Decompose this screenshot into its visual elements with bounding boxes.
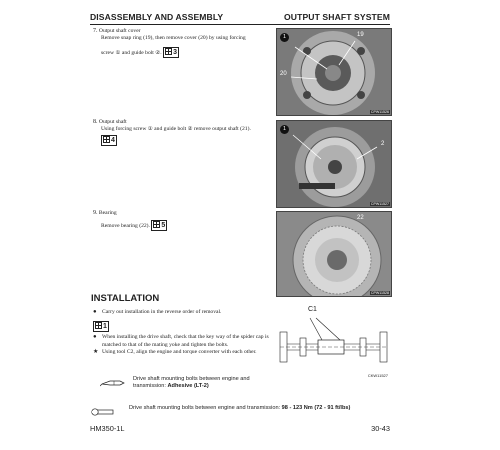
photo-illustration (277, 29, 391, 115)
photo-code: CPW11528 (370, 291, 389, 295)
torque-value: 98 - 123 Nm (72 - 91 ft/lbs) (281, 405, 351, 411)
diagram-illustration (276, 304, 390, 382)
photo-marker: 1 (280, 125, 289, 134)
figure-ref: 4 (101, 135, 117, 146)
figure-ref: 3 (163, 47, 179, 58)
installation-item: Using tool C2, align the engine and torque converter with each other. (102, 349, 257, 356)
photo-marker: 2 (381, 141, 385, 147)
header-rule (90, 24, 390, 25)
bullet-icon: ● (93, 309, 97, 315)
adhesive-note (133, 376, 250, 390)
bullet-icon: ● (93, 334, 97, 341)
torque-label: Drive shaft mounting bolts between engine and transmission: (129, 405, 282, 411)
star-icon: ★ (93, 349, 99, 356)
photo-output-shaft (276, 120, 392, 208)
diagram-code: CKW11527 (367, 373, 388, 378)
step-title: Output shaft cover (98, 28, 141, 34)
adhesive-note-label: transmission: (133, 383, 168, 389)
page-number: 30-43 (371, 424, 390, 433)
step-line: Using forcing screw ① and guide bolt ② remove output shaft (21). (101, 126, 251, 133)
step-number: 7. (93, 28, 98, 34)
step-title: Output shaft (98, 119, 127, 125)
step-number: 9. (93, 210, 98, 216)
photo-marker: 22 (357, 215, 364, 221)
figure-ref: 1 (93, 321, 109, 332)
photo-marker: 19 (357, 32, 364, 38)
adhesive-value: Adhesive (LT-2) (167, 383, 209, 389)
figure-ref: 5 (151, 220, 167, 231)
photo-illustration (277, 121, 391, 207)
alignment-tool-diagram (276, 304, 390, 382)
step-title: Bearing (98, 210, 117, 216)
step-line: screw ① and guide bolt ②. (101, 49, 162, 56)
installation-list (93, 309, 273, 357)
wrench-icon (91, 404, 115, 414)
adhesive-note-line: Drive shaft mounting bolts between engine and (133, 376, 250, 382)
step-number: 8. (93, 119, 98, 125)
installation-item: Carry out installation in the reverse order of removal. (102, 309, 222, 315)
torque-note (129, 405, 350, 412)
step-line: Remove bearing (22). (101, 223, 150, 230)
photo-output-shaft-cover (276, 28, 392, 116)
installation-item: When installing the drive shaft, check that the key way of the spider cap is matched to that of the mating yoke and tighten the bolts. (102, 334, 269, 348)
ref-icon (103, 136, 110, 143)
photo-code: CPW11527 (370, 202, 389, 206)
subsection-title: OUTPUT SHAFT SYSTEM (284, 12, 390, 22)
ref-icon (153, 221, 160, 228)
ref-icon (165, 48, 172, 55)
photo-marker: 20 (280, 71, 287, 77)
step-line: Remove snap ring (19), then remove cover (20) by using forcing (101, 35, 246, 42)
photo-marker: 1 (280, 33, 289, 42)
footer-model: HM350-1L (90, 424, 125, 433)
ref-icon (95, 322, 102, 329)
photo-illustration (277, 212, 391, 296)
diagram-label: C1 (308, 306, 317, 313)
section-title: DISASSEMBLY AND ASSEMBLY (90, 12, 224, 22)
photo-bearing (276, 211, 392, 297)
step-9 (93, 210, 273, 231)
step-7 (93, 28, 273, 58)
adhesive-icon (100, 376, 126, 390)
photo-code: CPW11526 (370, 110, 389, 114)
installation-heading: INSTALLATION (91, 293, 160, 304)
step-8 (93, 119, 273, 146)
